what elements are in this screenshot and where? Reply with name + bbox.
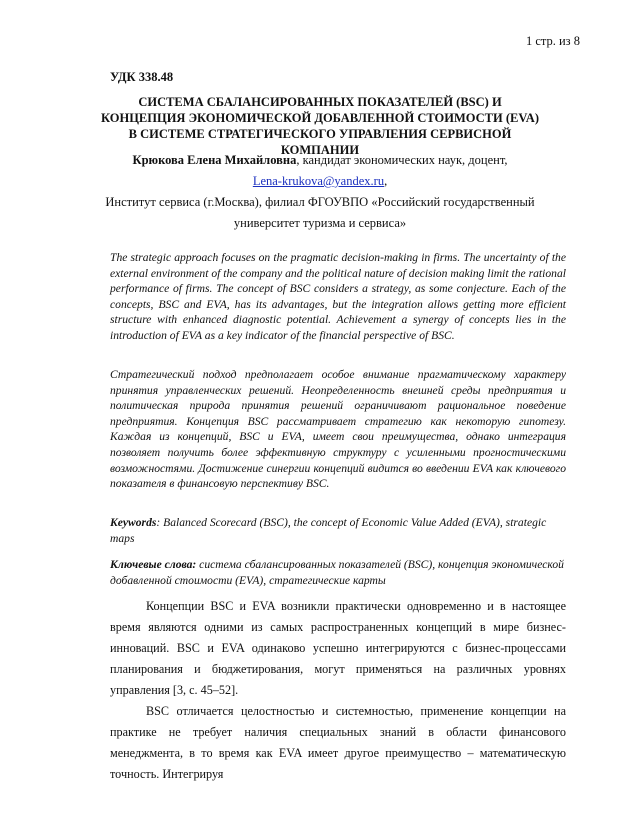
keywords-ru-text: система сбалансированных показателей (BSC), концепция экономической добавленной стоимости (EVA), стратегические карты bbox=[110, 558, 564, 587]
author-block bbox=[90, 150, 550, 234]
keywords-text: : Balanced Scorecard (BSC), the concept of Economic Value Added (EVA), strategic maps bbox=[110, 516, 547, 545]
email-line bbox=[90, 171, 550, 192]
keywords-russian bbox=[110, 557, 566, 588]
email-suffix: , bbox=[384, 174, 388, 188]
author-affiliation: Институт сервиса (г.Москва), филиал ФГОУВПО «Российский государственный университет туризма и сервиса» bbox=[105, 195, 535, 230]
body-paragraph-2: BSC отличается целостностью и системностью, применение концепции на практике не требует наличия специальных знаний в области финансового менеджмента, в то время как EVA имеет другое преимущество – математическую точность. Интегрируя bbox=[110, 704, 566, 781]
keywords-ru-label: Ключевые слова: bbox=[110, 558, 197, 571]
author-degree: , кандидат экономических наук, доцент, bbox=[296, 153, 508, 167]
author-name: Крюкова Елена Михайловна bbox=[132, 153, 297, 167]
article-title: СИСТЕМА СБАЛАНСИРОВАННЫХ ПОКАЗАТЕЛЕЙ (BSC) И КОНЦЕПЦИЯ ЭКОНОМИЧЕСКОЙ ДОБАВЛЕННОЙ СТОИМОСТИ (EVA) В СИСТЕМЕ СТРАТЕГИЧЕСКОГО УПРАВЛЕНИЯ СЕРВИСНОЙ КОМПАНИИ bbox=[101, 95, 539, 157]
body-text bbox=[110, 596, 566, 785]
udk-code: УДК 338.48 bbox=[110, 70, 174, 84]
keywords-label: Keywords bbox=[110, 516, 157, 529]
keywords-english bbox=[110, 515, 566, 546]
abstract-russian: Стратегический подход предполагает особое внимание прагматическому характеру принятия управленческих решений. Неопределенность внешней среды предприятия и политическая природа принятия решений ограничивают рациональное поведение предприятия. Концепция BSC рассматривает стратегию как некоторую гипотезу. Каждая из концепций, BSC и EVA, имеет свои преимущества, однако интеграция позволяет получить более эффективную структуру с усиленными прогностическими возможностями. Достижение синергии концепций видится во введении EVA как ключевого показателя в финансовую перспективу BSC. bbox=[110, 368, 566, 491]
author-email-link[interactable]: Lena-krukova@yandex.ru bbox=[252, 174, 385, 188]
page-indicator: 1 стр. из 8 bbox=[525, 34, 580, 48]
abstract-english: The strategic approach focuses on the pragmatic decision-making in firms. The uncertainty of the external environment of the company and the political nature of decision making limit the rational performance of firms. The concept of BSC considers a strategy, as some conjecture. Each of the concepts, BSC and EVA, has its advantages, but the integration allows getting more efficient structure with enhanced diagnostic potential. Achievement a synergy of concepts lies in the introduction of EVA as a key indicator of the financial perspective of BSC. bbox=[110, 251, 566, 342]
body-paragraph-1: Концепции BSC и EVA возникли практически одновременно и в настоящее время являются одними из самых распространенных концепций в мире бизнес-инноваций. BSC и EVA одинаково успешно интегрируются с бизнес-процессами планирования и бюджетирования, могут применяться на различных уровнях управления [3, с. 45–52]. bbox=[110, 599, 566, 697]
author-line bbox=[90, 150, 550, 171]
